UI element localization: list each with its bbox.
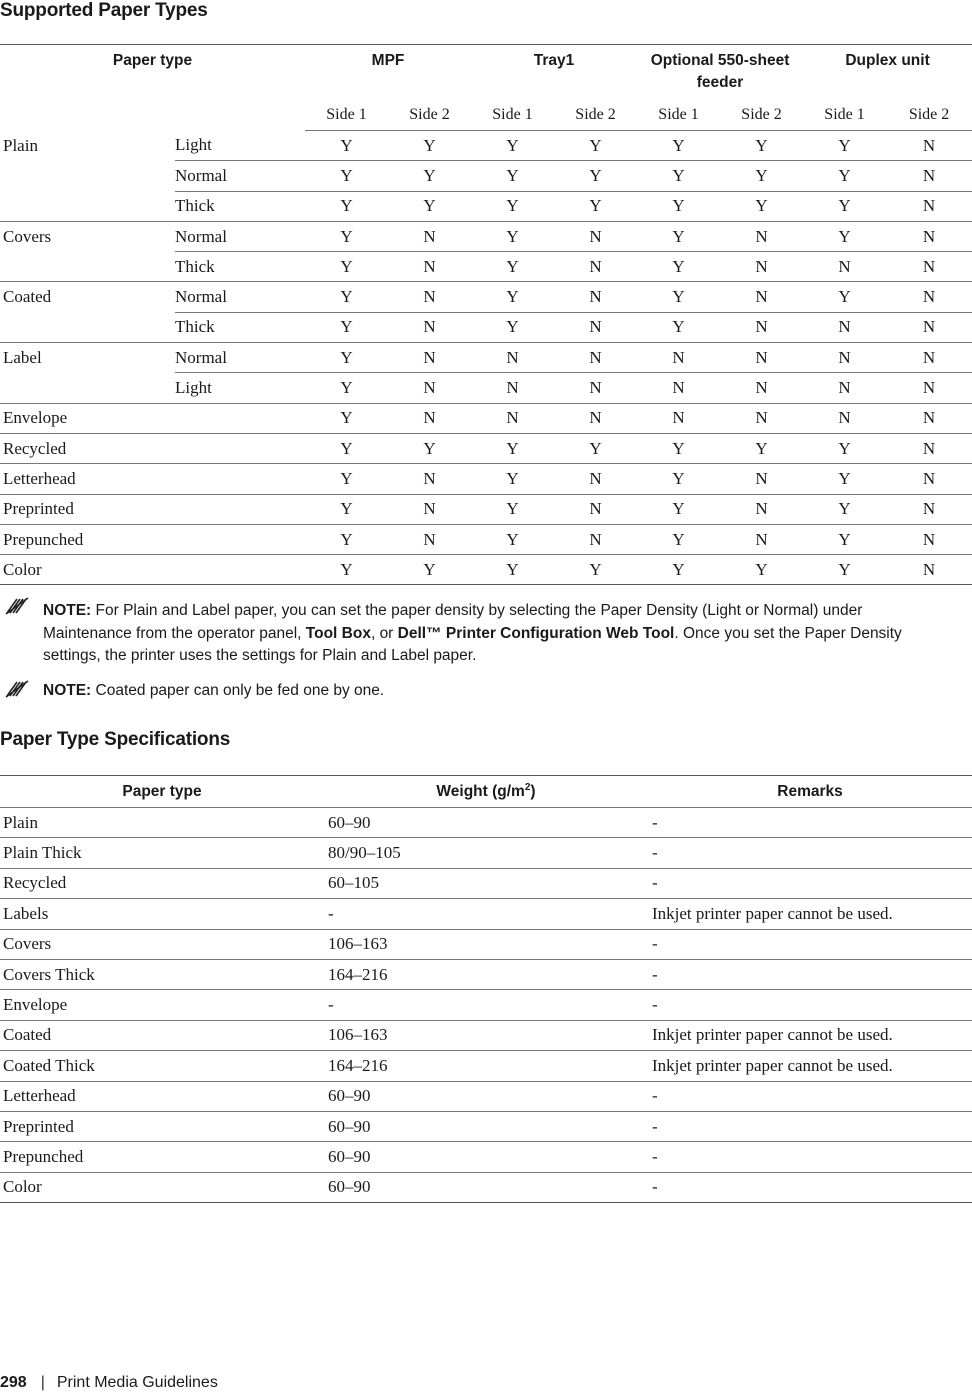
support-value-cell: N — [803, 312, 886, 342]
side-label: Side 2 — [886, 100, 972, 131]
weight-cell: - — [324, 899, 648, 929]
table-row — [0, 1172, 972, 1202]
paper-type-cell: Plain — [3, 135, 38, 155]
support-value-cell: Y — [720, 555, 803, 585]
support-value-cell: N — [720, 343, 803, 373]
paper-type-cell: Coated — [0, 1020, 324, 1050]
density-cell: Light — [175, 373, 305, 403]
support-value-cell: N — [471, 343, 554, 373]
paper-type-cell — [0, 312, 175, 342]
table-row — [0, 494, 972, 524]
support-value-cell: Y — [305, 312, 388, 342]
weight-cell: 60–90 — [324, 1172, 648, 1202]
density-cell: Thick — [175, 312, 305, 342]
support-value-cell: Y — [471, 221, 554, 251]
remarks-cell: - — [648, 838, 972, 868]
support-value-cell: N — [388, 252, 471, 282]
header-paper-type: Paper type — [0, 776, 324, 808]
support-value-cell: Y — [637, 312, 720, 342]
paper-type-cell: Color — [0, 1172, 324, 1202]
paper-type-cell: Prepunched — [0, 524, 175, 554]
support-value-cell: Y — [637, 555, 720, 585]
remarks-cell: Inkjet printer paper cannot be used. — [648, 1020, 972, 1050]
note-coated-paper: NOTE: Coated paper can only be fed one by one. — [43, 682, 385, 699]
remarks-cell: Inkjet printer paper cannot be used. — [648, 1051, 972, 1081]
side-label: Side 2 — [554, 100, 637, 131]
table-row — [0, 1020, 972, 1050]
paper-type-cell: Label — [3, 347, 42, 367]
support-value-cell: Y — [554, 131, 637, 161]
support-value-cell: Y — [471, 161, 554, 191]
support-value-cell: Y — [388, 555, 471, 585]
density-cell — [175, 433, 305, 463]
support-value-cell: Y — [471, 524, 554, 554]
remarks-cell: - — [648, 929, 972, 959]
support-value-cell: Y — [803, 555, 886, 585]
support-value-cell: N — [388, 282, 471, 312]
support-value-cell: Y — [720, 161, 803, 191]
weight-cell: 60–90 — [324, 1142, 648, 1172]
side-label: Side 2 — [720, 100, 803, 131]
support-value-cell: N — [388, 312, 471, 342]
weight-cell: 60–105 — [324, 868, 648, 898]
table-row — [0, 1051, 972, 1081]
support-value-cell: Y — [471, 464, 554, 494]
side-label: Side 1 — [471, 100, 554, 131]
support-value-cell: Y — [471, 433, 554, 463]
support-value-cell: N — [886, 373, 972, 403]
support-value-cell: N — [720, 221, 803, 251]
table-row — [0, 312, 972, 342]
table-row — [0, 433, 972, 463]
paper-type-cell — [0, 252, 175, 282]
support-value-cell: N — [554, 252, 637, 282]
paper-type-cell: Covers — [3, 226, 52, 246]
support-value-cell: Y — [305, 524, 388, 554]
paper-type-cell: Plain Thick — [0, 838, 324, 868]
paper-type-cell: Plain — [0, 808, 324, 838]
tool-box-link-text: Tool Box — [305, 624, 371, 642]
support-value-cell: Y — [305, 464, 388, 494]
side-label: Side 1 — [637, 100, 720, 131]
density-cell: Normal — [175, 161, 305, 191]
table-row — [0, 838, 972, 868]
support-value-cell: N — [720, 373, 803, 403]
weight-cell: 164–216 — [324, 1051, 648, 1081]
support-value-cell: Y — [388, 191, 471, 221]
note-pencil-icon — [4, 679, 32, 699]
side-header-row — [0, 100, 972, 131]
remarks-cell: - — [648, 1142, 972, 1172]
support-value-cell: Y — [305, 403, 388, 433]
support-value-cell: Y — [471, 282, 554, 312]
paper-type-cell: Letterhead — [0, 464, 175, 494]
paper-type-cell: Labels — [0, 899, 324, 929]
support-value-cell: Y — [803, 131, 886, 161]
support-value-cell: Y — [305, 282, 388, 312]
table-row — [0, 808, 972, 838]
support-value-cell: Y — [471, 494, 554, 524]
footer-section-title: Print Media Guidelines — [56, 1374, 218, 1391]
paper-type-cell — [0, 191, 175, 221]
support-value-cell: N — [554, 312, 637, 342]
page-number: 298 — [0, 1374, 27, 1391]
support-value-cell: Y — [637, 191, 720, 221]
support-value-cell: N — [554, 282, 637, 312]
weight-cell: 60–90 — [324, 808, 648, 838]
table-row — [0, 343, 972, 373]
table-row — [0, 959, 972, 989]
support-value-cell: N — [554, 403, 637, 433]
support-value-cell: N — [720, 403, 803, 433]
support-value-cell: N — [720, 252, 803, 282]
support-value-cell: N — [720, 312, 803, 342]
support-value-cell: N — [388, 464, 471, 494]
density-cell — [175, 494, 305, 524]
table-row — [0, 373, 972, 403]
table-row — [0, 282, 972, 312]
support-value-cell: Y — [388, 161, 471, 191]
table-row — [0, 1142, 972, 1172]
remarks-cell: - — [648, 1081, 972, 1111]
supported-paper-types-table — [0, 44, 972, 585]
header-weight: Weight $(g/m^2)$ — [324, 776, 648, 808]
support-value-cell: N — [803, 252, 886, 282]
support-value-cell: N — [886, 221, 972, 251]
support-value-cell: N — [886, 494, 972, 524]
support-value-cell: Y — [554, 161, 637, 191]
support-value-cell: N — [886, 343, 972, 373]
table-row — [0, 868, 972, 898]
support-value-cell: Y — [388, 131, 471, 161]
paper-type-cell: Preprinted — [0, 1111, 324, 1141]
paper-type-cell: Recycled — [0, 868, 324, 898]
remarks-cell: Inkjet printer paper cannot be used. — [648, 899, 972, 929]
paper-type-specifications-heading: Paper Type Specifications — [0, 729, 231, 750]
supported-paper-types-heading: Supported Paper Types — [0, 0, 208, 21]
density-cell — [175, 555, 305, 585]
weight-cell: 106–163 — [324, 929, 648, 959]
support-value-cell: N — [886, 312, 972, 342]
support-value-cell: N — [554, 343, 637, 373]
support-value-cell: Y — [305, 161, 388, 191]
note-paper-density: NOTE: For Plain and Label paper, you can set the paper density by selecting the Paper Density (Light or Normal) under Maintenance from the operator panel, Tool Box, or Dell™ Printer Configuration Web Tool. Once you set the Paper Density settings, the printer uses the settings for Plain and Label paper. — [43, 602, 902, 664]
support-value-cell: N — [720, 524, 803, 554]
table-header-row — [0, 45, 972, 101]
header-remarks: Remarks — [648, 776, 972, 808]
support-value-cell: N — [720, 494, 803, 524]
weight-cell: 106–163 — [324, 1020, 648, 1050]
table-row — [0, 131, 972, 161]
density-cell: Normal — [175, 221, 305, 251]
table-row — [0, 161, 972, 191]
density-cell: Normal — [175, 282, 305, 312]
support-value-cell: Y — [803, 282, 886, 312]
support-value-cell: Y — [803, 524, 886, 554]
paper-type-cell: Preprinted — [0, 494, 175, 524]
support-value-cell: N — [803, 403, 886, 433]
paper-type-cell: Letterhead — [0, 1081, 324, 1111]
support-value-cell: Y — [305, 373, 388, 403]
table-row — [0, 929, 972, 959]
paper-type-cell: Prepunched — [0, 1142, 324, 1172]
paper-type-cell — [0, 161, 175, 191]
support-value-cell: N — [886, 161, 972, 191]
table-row — [0, 1111, 972, 1141]
weight-cell: 80/90–105 — [324, 838, 648, 868]
side-label: Side 1 — [803, 100, 886, 131]
support-value-cell: N — [637, 403, 720, 433]
support-value-cell: N — [720, 464, 803, 494]
support-value-cell: Y — [305, 343, 388, 373]
table-row — [0, 403, 972, 433]
support-value-cell: N — [886, 464, 972, 494]
support-value-cell: N — [554, 221, 637, 251]
table-row — [0, 191, 972, 221]
support-value-cell: N — [388, 343, 471, 373]
dell-printer-configuration-web-tool-text: Dell™ Printer Configuration Web Tool — [397, 624, 675, 642]
paper-type-cell — [0, 373, 175, 403]
density-cell — [175, 524, 305, 554]
support-value-cell: Y — [720, 131, 803, 161]
header-tray1: Tray1 — [533, 52, 575, 69]
support-value-cell: Y — [637, 252, 720, 282]
header-mpf: MPF — [371, 52, 405, 69]
support-value-cell: N — [720, 282, 803, 312]
header-optional-feeder: Optional 550-sheet feeder — [650, 52, 790, 91]
support-value-cell: Y — [471, 252, 554, 282]
support-value-cell: Y — [637, 131, 720, 161]
support-value-cell: Y — [637, 282, 720, 312]
support-value-cell: N — [471, 403, 554, 433]
support-value-cell: N — [886, 555, 972, 585]
table-row — [0, 221, 972, 251]
table-row — [0, 1081, 972, 1111]
paper-type-cell: Coated Thick — [0, 1051, 324, 1081]
support-value-cell: N — [388, 221, 471, 251]
table-row — [0, 899, 972, 929]
paper-type-cell: Covers — [0, 929, 324, 959]
paper-type-cell: Coated — [3, 287, 52, 307]
footer-separator: | — [40, 1374, 45, 1391]
header-paper-type: Paper type — [112, 52, 193, 69]
support-value-cell: Y — [637, 161, 720, 191]
table-row — [0, 252, 972, 282]
paper-type-cell: Color — [0, 555, 175, 585]
remarks-cell: - — [648, 1172, 972, 1202]
header-duplex-unit: Duplex unit — [845, 52, 930, 69]
remarks-cell: - — [648, 990, 972, 1020]
remarks-cell: - — [648, 1111, 972, 1141]
support-value-cell: Y — [471, 312, 554, 342]
support-value-cell: Y — [471, 191, 554, 221]
support-value-cell: N — [554, 464, 637, 494]
support-value-cell: Y — [637, 221, 720, 251]
support-value-cell: N — [637, 343, 720, 373]
table-row — [0, 555, 972, 585]
support-value-cell: Y — [637, 464, 720, 494]
support-value-cell: Y — [305, 555, 388, 585]
table-row — [0, 464, 972, 494]
table-header-row — [0, 776, 972, 808]
support-value-cell: Y — [803, 494, 886, 524]
support-value-cell: Y — [803, 161, 886, 191]
support-value-cell: Y — [803, 464, 886, 494]
support-value-cell: Y — [305, 131, 388, 161]
support-value-cell: N — [886, 403, 972, 433]
support-value-cell: Y — [305, 494, 388, 524]
support-value-cell: N — [886, 433, 972, 463]
support-value-cell: Y — [305, 221, 388, 251]
support-value-cell: N — [554, 524, 637, 554]
density-cell: Light — [175, 131, 305, 161]
support-value-cell: N — [554, 373, 637, 403]
density-cell — [175, 464, 305, 494]
support-value-cell: Y — [803, 191, 886, 221]
support-value-cell: N — [388, 373, 471, 403]
support-value-cell: Y — [720, 191, 803, 221]
note-pencil-icon — [4, 596, 32, 616]
density-cell: Normal — [175, 343, 305, 373]
support-value-cell: N — [554, 494, 637, 524]
support-value-cell: Y — [471, 555, 554, 585]
support-value-cell: Y — [803, 221, 886, 251]
remarks-cell: - — [648, 808, 972, 838]
table-row — [0, 524, 972, 554]
density-cell — [175, 403, 305, 433]
page-footer — [0, 1374, 218, 1392]
support-value-cell: N — [803, 373, 886, 403]
support-value-cell: Y — [637, 433, 720, 463]
support-value-cell: Y — [637, 494, 720, 524]
paper-type-cell: Envelope — [0, 990, 324, 1020]
support-value-cell: Y — [388, 433, 471, 463]
remarks-cell: - — [648, 959, 972, 989]
support-value-cell: N — [388, 403, 471, 433]
side-label: Side 2 — [388, 100, 471, 131]
support-value-cell: Y — [554, 433, 637, 463]
paper-type-cell: Covers Thick — [0, 959, 324, 989]
support-value-cell: N — [803, 343, 886, 373]
support-value-cell: Y — [637, 524, 720, 554]
support-value-cell: N — [886, 252, 972, 282]
density-cell: Thick — [175, 191, 305, 221]
support-value-cell: Y — [554, 191, 637, 221]
weight-cell: 60–90 — [324, 1111, 648, 1141]
side-label: Side 1 — [305, 100, 388, 131]
weight-cell: 164–216 — [324, 959, 648, 989]
support-value-cell: Y — [471, 131, 554, 161]
paper-type-specifications-table — [0, 775, 972, 1203]
table-row — [0, 990, 972, 1020]
support-value-cell: N — [886, 191, 972, 221]
support-value-cell: N — [471, 373, 554, 403]
support-value-cell: N — [388, 494, 471, 524]
support-value-cell: N — [886, 131, 972, 161]
weight-cell: - — [324, 990, 648, 1020]
paper-type-cell: Envelope — [0, 403, 175, 433]
weight-cell: 60–90 — [324, 1081, 648, 1111]
remarks-cell: - — [648, 868, 972, 898]
support-value-cell: Y — [554, 555, 637, 585]
support-value-cell: Y — [305, 433, 388, 463]
support-value-cell: Y — [720, 433, 803, 463]
support-value-cell: N — [388, 524, 471, 554]
support-value-cell: N — [886, 282, 972, 312]
density-cell: Thick — [175, 252, 305, 282]
support-value-cell: Y — [305, 191, 388, 221]
support-value-cell: N — [886, 524, 972, 554]
support-value-cell: N — [637, 373, 720, 403]
paper-type-cell: Recycled — [0, 433, 175, 463]
support-value-cell: Y — [305, 252, 388, 282]
support-value-cell: Y — [803, 433, 886, 463]
